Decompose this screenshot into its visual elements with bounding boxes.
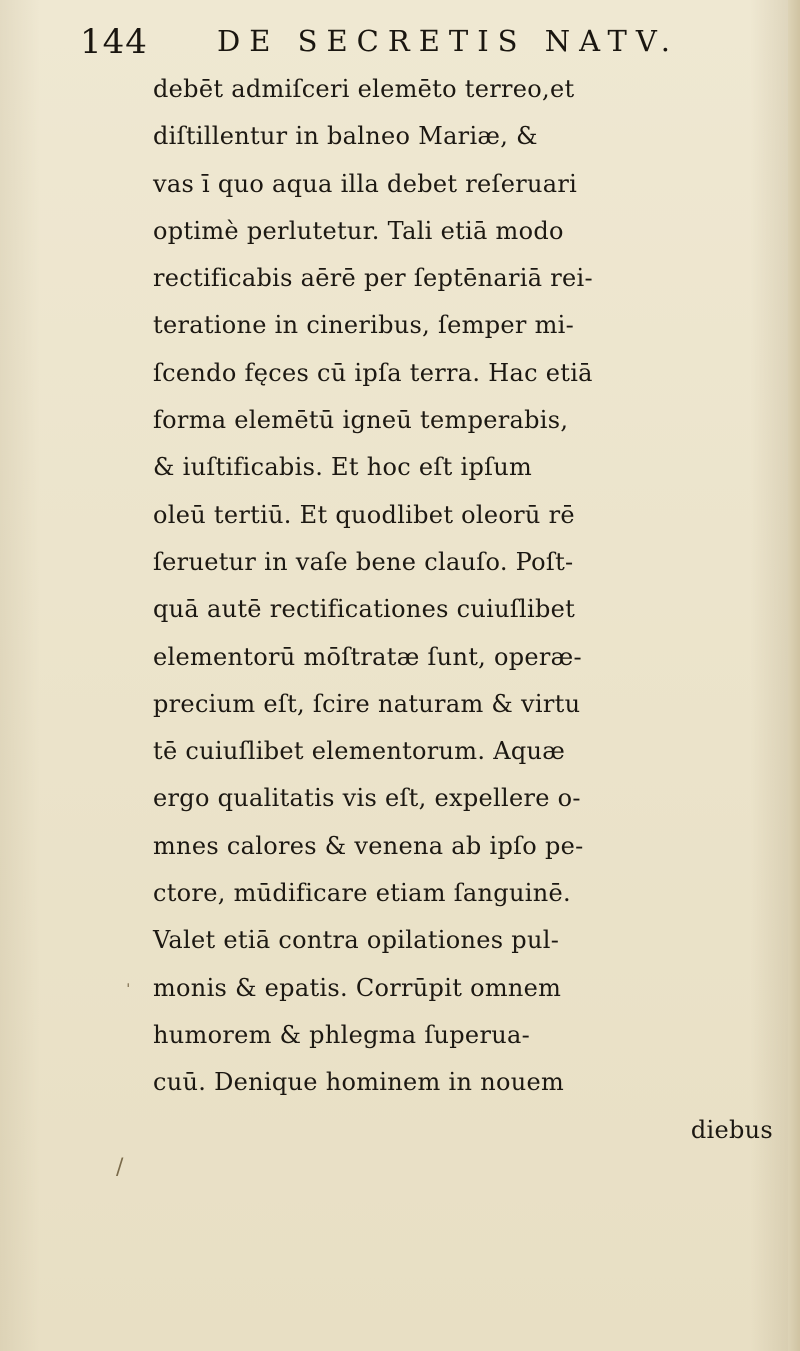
- text-line: debēt admiſceri elemēto terreo,et: [153, 75, 575, 103]
- text-line: cuū. Denique hominem in nouem: [153, 1068, 565, 1097]
- text-line: ſcendo fęces cū ipſa terra. Hac etiā: [153, 358, 593, 387]
- text-line: optimè perlutetur. Tali etiā modo: [153, 216, 564, 245]
- text-line: ergo qualitatis vis eſt, expellere o-: [153, 784, 581, 813]
- page-number: 144: [80, 22, 148, 62]
- catchword-line: [153, 1107, 793, 1154]
- text-line: diſtillentur in balneo Mariæ, &: [153, 122, 538, 151]
- text-line: Valet etiā contra opilationes pul-: [153, 926, 560, 955]
- text-line: humorem & phlegma ſuperua-: [153, 1020, 530, 1049]
- text-line: precium eſt, ſcire naturam & virtu: [153, 689, 581, 718]
- margin-dot-mark: ˌ: [126, 970, 131, 989]
- body-text: [153, 66, 793, 1154]
- text-line: vas ī quo aqua illa debet reſeruari: [153, 169, 578, 198]
- text-line: teratione in cineribus, ſemper mi-: [153, 311, 575, 340]
- text-line: monis & epatis. Corrūpit omnem: [153, 973, 562, 1002]
- text-line: elementorū mōſtratæ ſunt, operæ-: [153, 642, 582, 671]
- catchword: diebus: [690, 1115, 773, 1144]
- text-line: mnes calores & venena ab ipſo pe-: [153, 831, 584, 860]
- margin-slash-mark: /: [116, 1155, 124, 1180]
- text-line: rectificabis aērē per ſeptēnariā rei-: [153, 264, 593, 293]
- text-line: tē cuiuſlibet elementorum. Aquæ: [153, 737, 566, 766]
- text-line: quā autē rectificationes cuiuſlibet: [153, 595, 576, 624]
- text-line: oleū tertiū. Et quodlibet oleorū rē: [153, 500, 575, 529]
- running-title: DE SECRETIS NATV.: [217, 24, 679, 58]
- text-line: ſeruetur in vaſe bene clauſo. Poſt-: [153, 547, 574, 576]
- running-head: [80, 18, 720, 68]
- text-line: forma elemētū igneū temperabis,: [153, 406, 569, 435]
- text-line: ctore, mūdificare etiam ſanguinē.: [153, 879, 571, 908]
- text-line: & iuſtificabis. Et hoc eſt ipſum: [153, 453, 533, 482]
